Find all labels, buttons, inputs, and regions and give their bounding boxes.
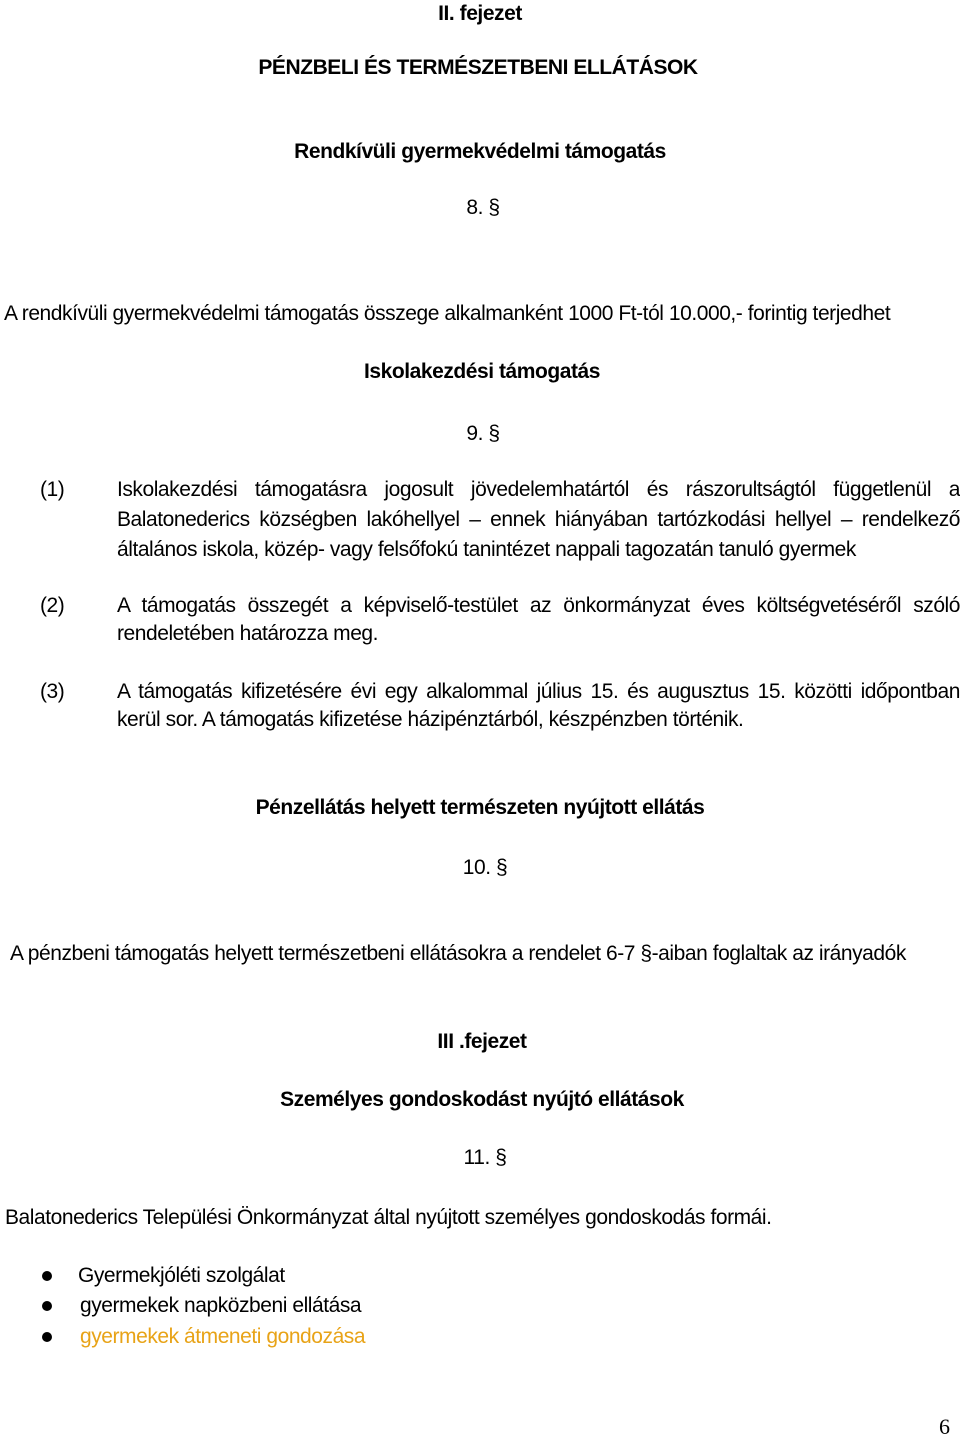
subsection-line: Iskolakezdési támogatásra jogosult jövedelemhatártól és rászorultságtól függetlenül a bbox=[117, 478, 960, 501]
paragraph-text-11: Balatonederics Települési Önkormányzat által nyújtott személyes gondoskodás formái. bbox=[5, 1206, 772, 1229]
section-heading-iskolakezdesi: Iskolakezdési támogatás bbox=[364, 360, 600, 383]
subsection-number: (2) bbox=[40, 594, 65, 617]
chapter-title-3: III .fejezet bbox=[437, 1030, 527, 1053]
subsection-line: rendeletében határozza meg. bbox=[117, 622, 379, 645]
paragraph-number-9: 9. § bbox=[466, 422, 500, 445]
bullet-icon bbox=[42, 1301, 52, 1311]
paragraph-number-11: 11. § bbox=[463, 1146, 507, 1169]
paragraph-number-10: 10. § bbox=[462, 856, 508, 879]
section-heading-penzellatas: Pénzellátás helyett természeten nyújtott ellátás bbox=[255, 796, 705, 819]
subsection-number: (1) bbox=[40, 478, 65, 501]
list-item-text-highlighted: gyermekek átmeneti gondozása bbox=[80, 1325, 366, 1348]
list-item-text: gyermekek napközbeni ellátása bbox=[80, 1294, 362, 1317]
subsection-line: általános iskola, közép- vagy felsőfokú tanintézet nappali tagozatán tanuló gyermek bbox=[117, 538, 856, 561]
bullet-icon bbox=[42, 1332, 52, 1342]
paragraph-text-10: A pénzbeni támogatás helyett természetbeni ellátásokra a rendelet 6-7 §-aiban foglaltak az irányadók bbox=[10, 942, 906, 965]
paragraph-text-8: A rendkívüli gyermekvédelmi támogatás összege alkalmanként 1000 Ft-tól 10.000,- forintig terjedhet bbox=[4, 302, 891, 325]
bullet-icon bbox=[42, 1271, 52, 1281]
section-heading-rendkivuli: Rendkívüli gyermekvédelmi támogatás bbox=[294, 140, 666, 163]
chapter-title: II. fejezet bbox=[438, 2, 522, 25]
list-item-text: Gyermekjóléti szolgálat bbox=[78, 1264, 285, 1287]
page-number: 6 bbox=[939, 1414, 950, 1439]
chapter-subtitle-3: Személyes gondoskodást nyújtó ellátások bbox=[280, 1088, 684, 1111]
subsection-line: kerül sor. A támogatás kifizetése házipénztárból, készpénzben történik. bbox=[117, 708, 744, 731]
subsection-line: Balatonederics községben lakóhellyel – ennek hiányában tartózkodási hellyel – rendelkező bbox=[117, 508, 960, 531]
subsection-line: A támogatás összegét a képviselő-testület az önkormányzat éves költségvetéséről szóló bbox=[117, 594, 960, 617]
paragraph-number-8: 8. § bbox=[466, 196, 500, 219]
subsection-line: A támogatás kifizetésére évi egy alkalommal július 15. és augusztus 15. közötti időpontban bbox=[117, 680, 960, 703]
subsection-number: (3) bbox=[40, 680, 65, 703]
chapter-subtitle: PÉNZBELI ÉS TERMÉSZETBENI ELLÁTÁSOK bbox=[258, 56, 698, 79]
